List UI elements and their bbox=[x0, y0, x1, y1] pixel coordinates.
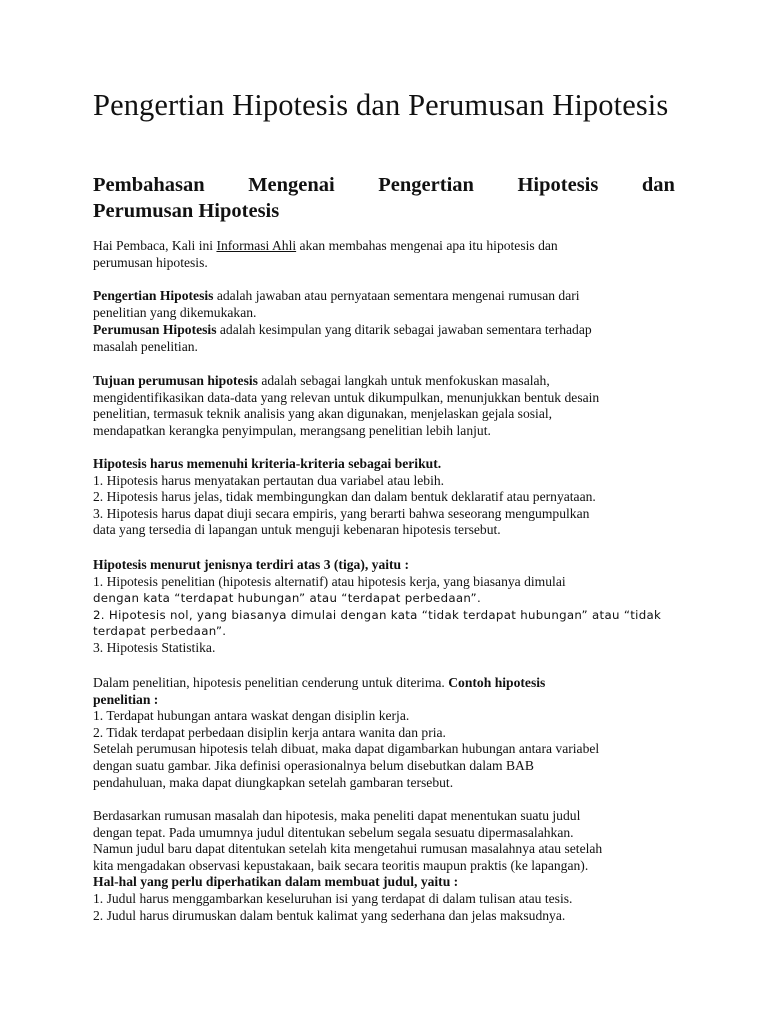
subtitle-line-2: Perumusan Hipotesis bbox=[93, 200, 280, 222]
list-item: 3. Hipotesis harus dapat diuji secara empiris, yang berarti bahwa seseorang mengumpulkan bbox=[93, 505, 590, 521]
intro-paragraph: Hai Pembaca, Kali ini Informasi Ahli akan membahas mengenai apa itu hipotesis dan perumusan hipotesis. bbox=[93, 238, 558, 270]
definition-paragraph-1: Pengertian Hipotesis adalah jawaban atau pernyataan sementara mengenai rumusan dari penelitian yang dikemukakan. bbox=[93, 288, 580, 320]
tujuan-paragraph: Tujuan perumusan hipotesis adalah sebagai langkah untuk menfokuskan masalah, mengidentifikasikan data-data yang relevan untuk dikumpulkan, menunjukkan bentuk desain penelitian, termasuk teknik analisis yang akan digunakan, menjelaskan gejala sosial, mendapatkan kerangka penyimpulan, merangsang penelitian lebih lanjut. bbox=[93, 373, 600, 438]
definition-paragraph-2: Perumusan Hipotesis adalah kesimpulan yang ditarik sebagai jawaban sementara terhadap masalah penelitian. bbox=[93, 322, 592, 354]
judul-section: Berdasarkan rumusan masalah dan hipotesis, maka peneliti dapat menentukan suatu judul dengan tepat. Pada umumnya judul ditentukan sebelum segala sesuatu dipermasalahkan. Namun judul baru dapat ditentukan setelah kita mengetahui rumusan masalahnya atau setelah kita mengadakan observasi kepustakaan, baik secara teoritis maupun praktis (ke lapangan). Hal-hal yang perlu diperhatikan dalam membuat judul, yaitu : 1. Judul harus menggambarkan keseluruhan isi yang terdapat di dalam tulisan atau tesis. 2. Judul harus dirumuskan dalam bentuk kalimat yang sederhana dan jelas maksudnya. bbox=[93, 808, 675, 924]
section-subtitle bbox=[93, 172, 675, 224]
kriteria-heading: Hipotesis harus memenuhi kriteria-kriteria sebagai berikut. bbox=[93, 456, 442, 471]
list-item: 2. Judul harus dirumuskan dalam bentuk kalimat yang sederhana dan jelas maksudnya. bbox=[93, 907, 566, 923]
list-item: 1. Judul harus menggambarkan keseluruhan isi yang terdapat di dalam tulisan atau tesis. bbox=[93, 890, 573, 906]
page-title: Pengertian Hipotesis dan Perumusan Hipotesis bbox=[93, 88, 669, 122]
contoh-section: Dalam penelitian, hipotesis penelitian cenderung untuk diterima. Contoh hipotesis penelitian : 1. Terdapat hubungan antara waskat dengan disiplin kerja. 2. Tidak terdapat perbedaan disiplin kerja antara wanita dan pria. Setelah perumusan hipotesis telah dibuat, maka dapat digambarkan hubungan antara variabel dengan suatu gambar. Jika definisi operasionalnya belum disebutkan dalam BAB pendahuluan, maka dapat diungkapkan setelah gambaran tersebut. bbox=[93, 675, 675, 791]
jenis-section: Hipotesis menurut jenisnya terdiri atas 3 (tiga), yaitu : 1. Hipotesis penelitian (hipotesis alternatif) atau hipotesis kerja, yang biasanya dimulai dengan kata “terdapat hubungan” atau “terdapat perbedaan”. 2. Hipotesis nol, yang biasanya dimulai dengan kata “tidak terdapat hubungan” atau “tidak terdapat perbedaan”. 3. Hipotesis Statistika. bbox=[93, 557, 675, 657]
list-item: 1. Hipotesis harus menyatakan pertautan dua variabel atau lebih. bbox=[93, 472, 445, 488]
kriteria-section: Hipotesis harus memenuhi kriteria-kriteria sebagai berikut. 1. Hipotesis harus menyatakan pertautan dua variabel atau lebih. 2. Hipotesis harus jelas, tidak membingungkan dan dalam bentuk deklaratif atau pernyataan. 3. Hipotesis harus dapat diuji secara empiris, yang berarti bahwa seseorang mengumpulkan data yang tersedia di lapangan untuk menguji kebenaran hipotesis tersebut. bbox=[93, 456, 675, 539]
list-item: 2. Hipotesis nol, yang biasanya dimulai dengan kata “tidak terdapat hubungan” atau “tidak bbox=[93, 607, 662, 622]
list-item: 2. Tidak terdapat perbedaan disiplin kerja antara wanita dan pria. bbox=[93, 724, 446, 740]
informasi-ahli-link[interactable]: Informasi Ahli bbox=[216, 238, 297, 253]
judul-heading: Hal-hal yang perlu diperhatikan dalam membuat judul, yaitu : bbox=[93, 874, 459, 890]
list-item: 1. Hipotesis penelitian (hipotesis alternatif) atau hipotesis kerja, yang biasanya dimulai bbox=[93, 573, 566, 589]
list-item: 3. Hipotesis Statistika. bbox=[93, 639, 216, 655]
list-item: 2. Hipotesis harus jelas, tidak membingungkan dan dalam bentuk deklaratif atau pernyataan. bbox=[93, 489, 596, 505]
list-item: 1. Terdapat hubungan antara waskat dengan disiplin kerja. bbox=[93, 708, 410, 724]
subtitle-line-1: Pembahasan Mengenai Pengertian Hipotesis dan bbox=[93, 174, 675, 196]
jenis-heading: Hipotesis menurut jenisnya terdiri atas 3 (tiga), yaitu : bbox=[93, 557, 410, 572]
